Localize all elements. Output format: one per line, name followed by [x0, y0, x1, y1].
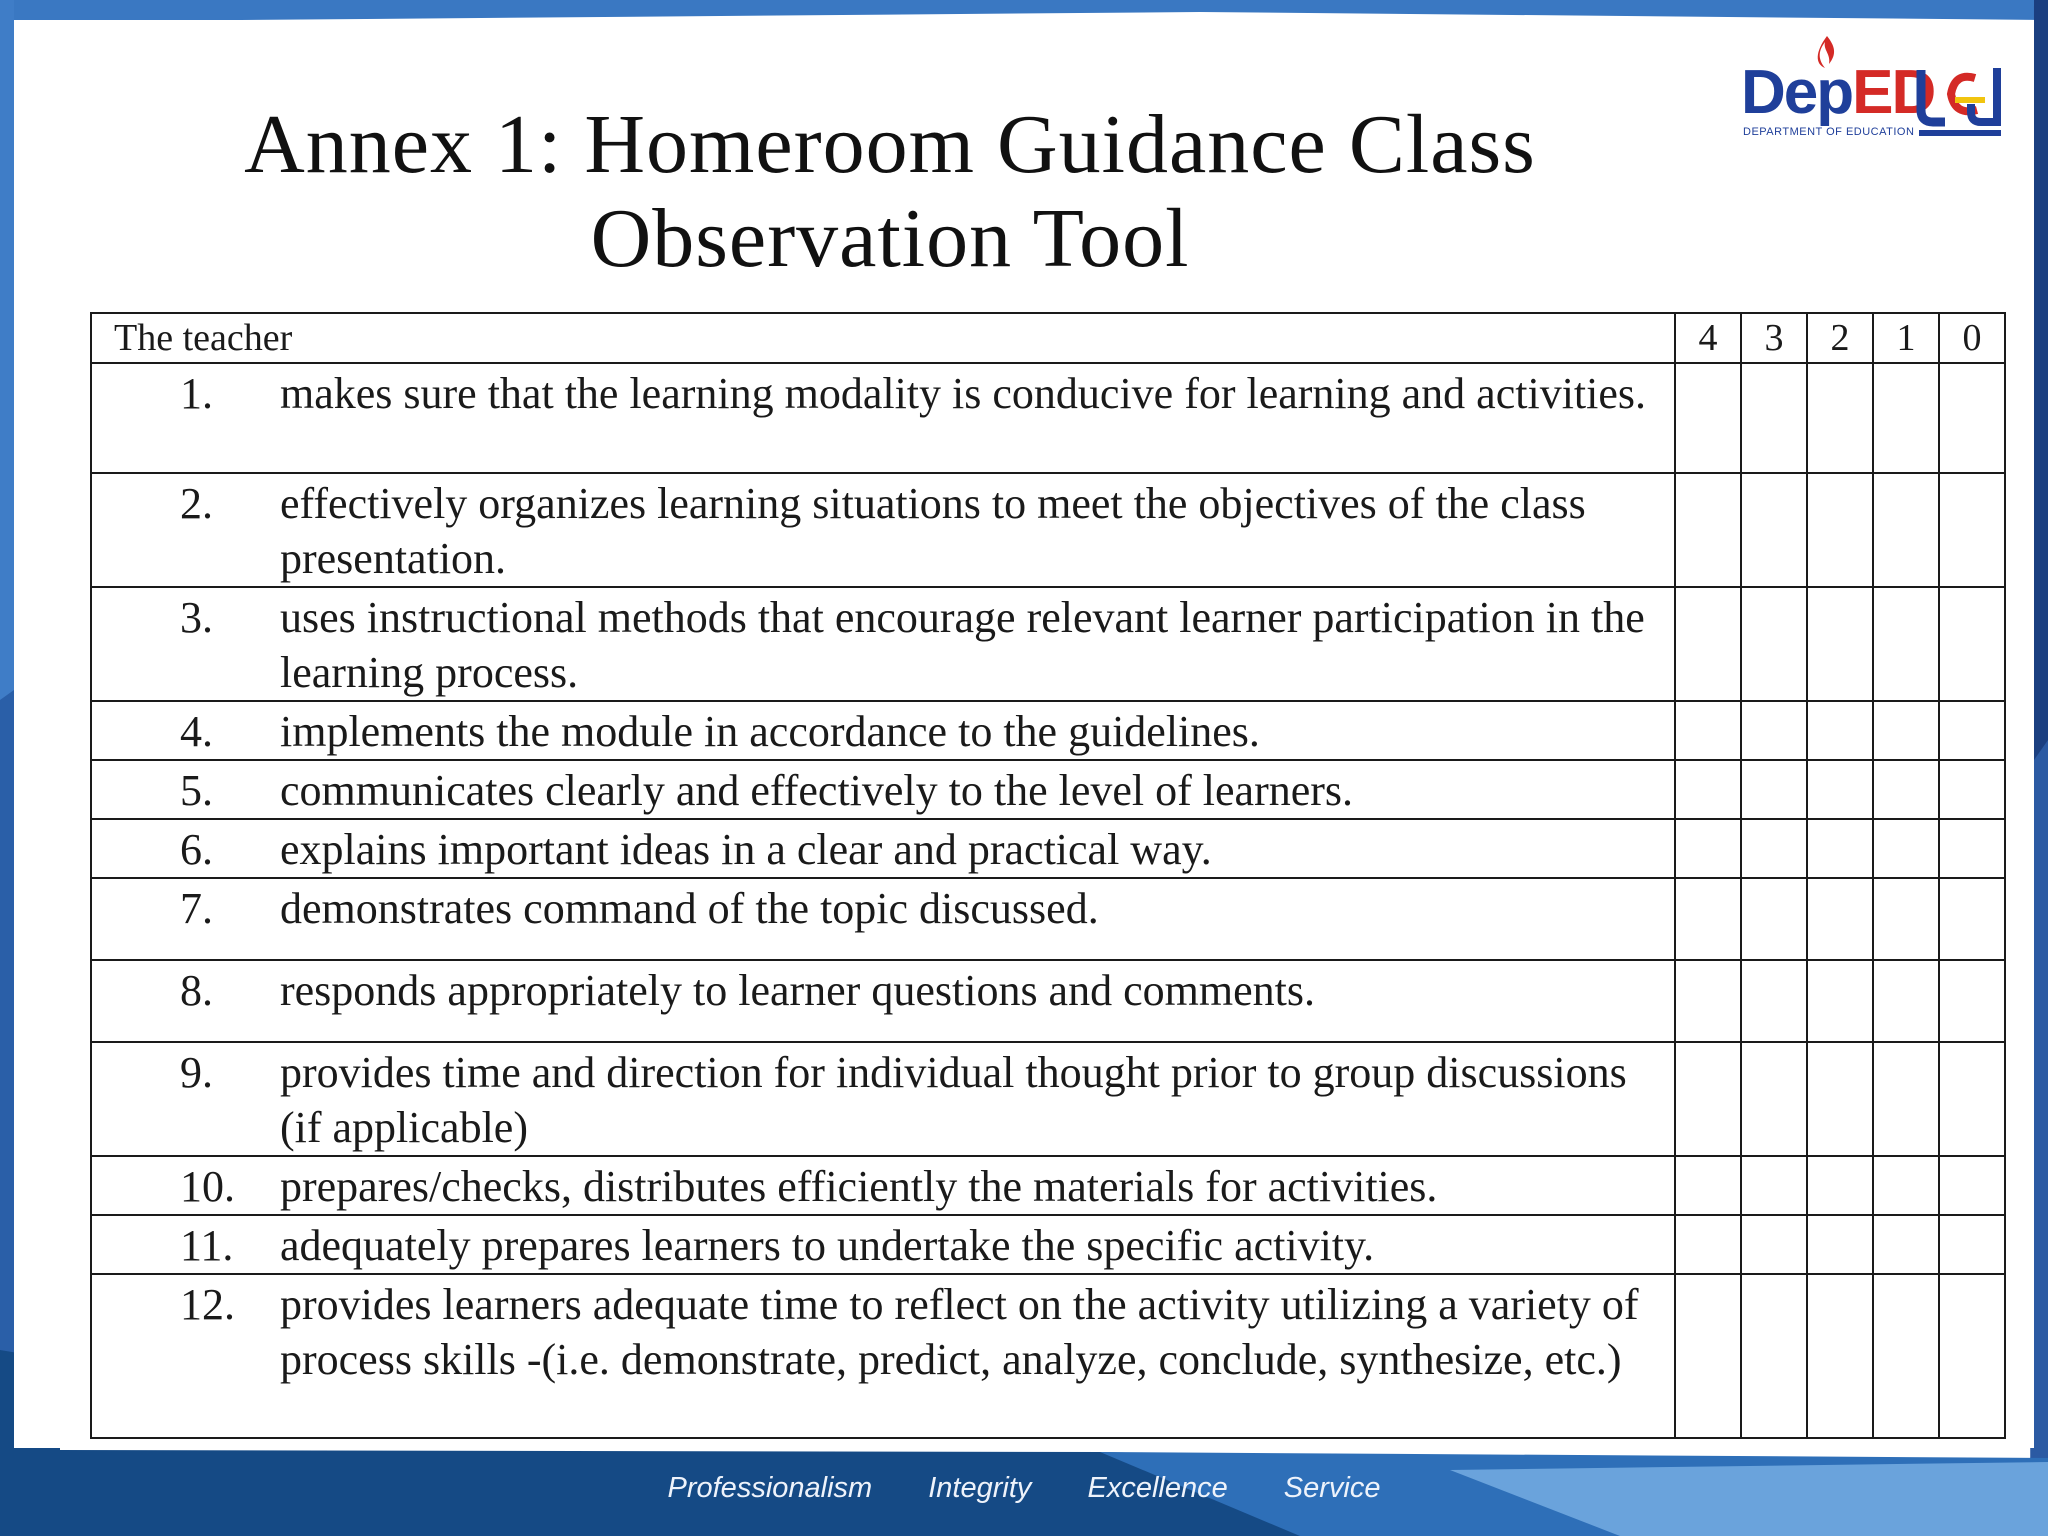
table-row: [91, 473, 2005, 587]
table-row: [91, 1215, 2005, 1274]
rating-cell-2[interactable]: [1807, 1156, 1873, 1215]
rating-cell-1[interactable]: [1873, 1042, 1939, 1156]
rating-cell-0[interactable]: [1939, 701, 2005, 760]
deped-logo: [1735, 34, 2015, 146]
item-cell: [91, 960, 1675, 1042]
item-number: 3.: [180, 593, 213, 642]
rating-cell-3[interactable]: [1741, 701, 1807, 760]
rating-cell-2[interactable]: [1807, 1215, 1873, 1274]
rating-cell-0[interactable]: [1939, 760, 2005, 819]
core-values-footer: [0, 1472, 2048, 1505]
rating-cell-4[interactable]: [1675, 473, 1741, 587]
item-text: communicates clearly and effectively to the level of learners.: [280, 766, 1354, 815]
deped-department-label: DEPARTMENT OF EDUCATION: [1743, 126, 1915, 138]
item-text: makes sure that the learning modality is conducive for learning and activities.: [280, 369, 1647, 418]
rating-cell-1[interactable]: [1873, 960, 1939, 1042]
rating-cell-2[interactable]: [1807, 1042, 1873, 1156]
rating-cell-4[interactable]: [1675, 1215, 1741, 1274]
rating-cell-2[interactable]: [1807, 701, 1873, 760]
page-title: [0, 98, 1780, 286]
footer-value-integrity: Integrity: [928, 1472, 1032, 1504]
rating-cell-1[interactable]: [1873, 819, 1939, 878]
rating-cell-0[interactable]: [1939, 819, 2005, 878]
item-number: 4.: [180, 707, 213, 756]
observation-table: [90, 312, 2006, 1439]
item-text: provides time and direction for individual thought prior to group discussions (if applicable): [280, 1048, 1627, 1152]
title-line-2: Observation Tool: [590, 192, 1190, 285]
rating-cell-1[interactable]: [1873, 878, 1939, 960]
item-text: adequately prepares learners to undertake the specific activity.: [280, 1221, 1375, 1270]
rating-cell-2[interactable]: [1807, 819, 1873, 878]
rating-cell-1[interactable]: [1873, 587, 1939, 701]
item-text: implements the module in accordance to the guidelines.: [280, 707, 1260, 756]
table-row: [91, 760, 2005, 819]
rating-cell-4[interactable]: [1675, 1156, 1741, 1215]
rating-cell-2[interactable]: [1807, 760, 1873, 819]
scale-header-0: 0: [1939, 313, 2005, 363]
rating-cell-3[interactable]: [1741, 1156, 1807, 1215]
item-cell: [91, 1042, 1675, 1156]
rating-cell-4[interactable]: [1675, 960, 1741, 1042]
table-row: [91, 960, 2005, 1042]
footer-value-excellence: Excellence: [1087, 1472, 1228, 1504]
rating-cell-2[interactable]: [1807, 587, 1873, 701]
item-number: 8.: [180, 966, 213, 1015]
rating-cell-3[interactable]: [1741, 819, 1807, 878]
item-cell: [91, 1215, 1675, 1274]
item-number: 7.: [180, 884, 213, 933]
rating-cell-3[interactable]: [1741, 587, 1807, 701]
rating-cell-1[interactable]: [1873, 701, 1939, 760]
rating-cell-4[interactable]: [1675, 587, 1741, 701]
item-cell: [91, 473, 1675, 587]
rating-cell-2[interactable]: [1807, 363, 1873, 473]
rating-cell-3[interactable]: [1741, 1042, 1807, 1156]
item-text: responds appropriately to learner questions and comments.: [280, 966, 1315, 1015]
table-row: [91, 701, 2005, 760]
title-line-1: Annex 1: Homeroom Guidance Class: [244, 98, 1536, 191]
rating-cell-4[interactable]: [1675, 760, 1741, 819]
bcd-logo-icon: [1915, 64, 2005, 144]
rating-cell-4[interactable]: [1675, 878, 1741, 960]
table-row: [91, 1156, 2005, 1215]
rating-cell-1[interactable]: [1873, 760, 1939, 819]
item-text: effectively organizes learning situations to meet the objectives of the class presentation.: [280, 479, 1586, 583]
rating-cell-2[interactable]: [1807, 960, 1873, 1042]
rating-cell-3[interactable]: [1741, 1274, 1807, 1438]
rating-cell-3[interactable]: [1741, 878, 1807, 960]
table-row: [91, 819, 2005, 878]
rating-cell-3[interactable]: [1741, 760, 1807, 819]
rating-cell-0[interactable]: [1939, 363, 2005, 473]
footer-value-professionalism: Professionalism: [667, 1472, 873, 1504]
item-number: 5.: [180, 766, 213, 815]
item-number: 9.: [180, 1048, 213, 1097]
rating-cell-3[interactable]: [1741, 1215, 1807, 1274]
item-cell: [91, 701, 1675, 760]
item-number: 6.: [180, 825, 213, 874]
table-row: [91, 1274, 2005, 1438]
rating-cell-4[interactable]: [1675, 701, 1741, 760]
rating-cell-4[interactable]: [1675, 1274, 1741, 1438]
rating-cell-1[interactable]: [1873, 1156, 1939, 1215]
item-number: 10.: [180, 1162, 235, 1211]
table-row: [91, 878, 2005, 960]
deped-wordmark-dep: Dep: [1741, 58, 1853, 127]
item-text: prepares/checks, distributes efficiently the materials for activities.: [280, 1162, 1438, 1211]
item-number: 1.: [180, 369, 213, 418]
item-number: 11.: [180, 1221, 234, 1270]
item-text: explains important ideas in a clear and practical way.: [280, 825, 1212, 874]
item-cell: [91, 1156, 1675, 1215]
item-number: 12.: [180, 1280, 235, 1329]
rating-cell-1[interactable]: [1873, 363, 1939, 473]
table-header-row: [91, 313, 2005, 363]
rating-cell-0[interactable]: [1939, 1156, 2005, 1215]
rating-cell-1[interactable]: [1873, 1274, 1939, 1438]
scale-header-4: 4: [1675, 313, 1741, 363]
rating-cell-1[interactable]: [1873, 1215, 1939, 1274]
rating-cell-1[interactable]: [1873, 473, 1939, 587]
rating-cell-0[interactable]: [1939, 587, 2005, 701]
rating-cell-0[interactable]: [1939, 473, 2005, 587]
table-row: [91, 587, 2005, 701]
item-text: provides learners adequate time to reflect on the activity utilizing a variety of process skills -(i.e. demonstrate, predict, analyze, conclude, synthesize, etc.): [280, 1280, 1639, 1384]
rating-cell-3[interactable]: [1741, 363, 1807, 473]
rating-cell-0[interactable]: [1939, 1042, 2005, 1156]
item-cell: [91, 760, 1675, 819]
table-row: [91, 1042, 2005, 1156]
rating-cell-0[interactable]: [1939, 1274, 2005, 1438]
item-text: demonstrates command of the topic discussed.: [280, 884, 1099, 933]
rating-cell-2[interactable]: [1807, 878, 1873, 960]
rating-cell-0[interactable]: [1939, 960, 2005, 1042]
rating-cell-2[interactable]: [1807, 473, 1873, 587]
footer-value-service: Service: [1283, 1472, 1381, 1504]
deped-wordmark: [1741, 58, 1934, 128]
item-cell: [91, 1274, 1675, 1438]
rating-cell-4[interactable]: [1675, 819, 1741, 878]
item-cell: [91, 819, 1675, 878]
table-row: [91, 363, 2005, 473]
scale-header-1: 1: [1873, 313, 1939, 363]
rating-cell-0[interactable]: [1939, 1215, 2005, 1274]
item-text: uses instructional methods that encourage relevant learner participation in the learning process.: [280, 593, 1645, 697]
item-number: 2.: [180, 479, 213, 528]
item-cell: [91, 363, 1675, 473]
rating-cell-0[interactable]: [1939, 878, 2005, 960]
scale-header-3: 3: [1741, 313, 1807, 363]
scale-header-2: 2: [1807, 313, 1873, 363]
rating-cell-4[interactable]: [1675, 1042, 1741, 1156]
rating-cell-3[interactable]: [1741, 473, 1807, 587]
rating-cell-3[interactable]: [1741, 960, 1807, 1042]
item-cell: [91, 878, 1675, 960]
rating-cell-2[interactable]: [1807, 1274, 1873, 1438]
item-cell: [91, 587, 1675, 701]
table-header-description: The teacher: [91, 313, 1675, 363]
rating-cell-4[interactable]: [1675, 363, 1741, 473]
deped-wordmark-ed: ED: [1852, 58, 1935, 127]
